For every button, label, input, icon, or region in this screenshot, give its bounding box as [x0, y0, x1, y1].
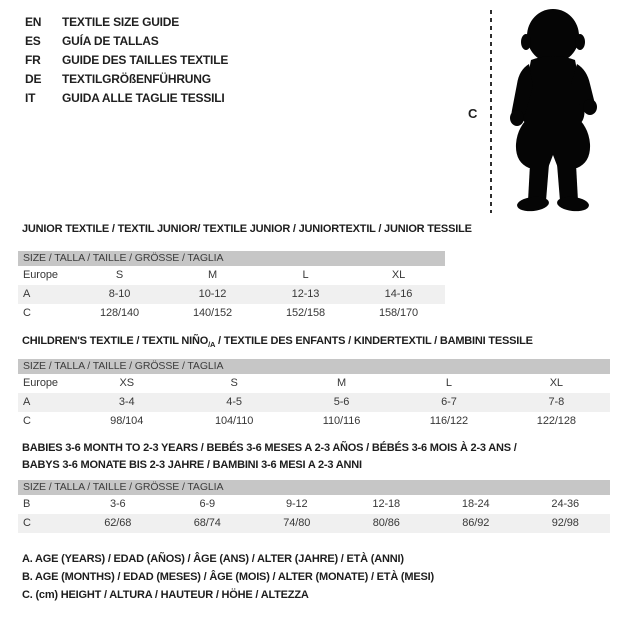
- cell: 24-36: [551, 498, 580, 510]
- lang-label: TEXTILE SIZE GUIDE: [62, 15, 180, 29]
- lang-label: GUIDE DES TAILLES TEXTILE: [62, 53, 229, 67]
- title-part: / TEXTILE DES ENFANTS / KINDERTEXTIL / BAMBINI TESSILE: [215, 335, 533, 347]
- cell: 18-24: [461, 498, 490, 510]
- row-label: C: [23, 307, 31, 319]
- size-header-bar: SIZE / TALLA / TAILLE / GRÖSSE / TAGLIA: [18, 251, 445, 266]
- lang-label: TEXTILGRÖßENFÜHRUNG: [62, 72, 211, 86]
- cell: 92/98: [551, 517, 579, 529]
- lang-code: DE: [25, 72, 42, 86]
- cell: 12-18: [372, 498, 401, 510]
- lang-row-de: [25, 70, 228, 89]
- table-row: [18, 304, 445, 323]
- cell: XL: [391, 269, 406, 281]
- legend-line-b: B. AGE (MONTHS) / EDAD (MESES) / ÂGE (MOIS) / ALTER (MONATE) / ETÀ (MESI): [22, 571, 434, 583]
- cell: 7-8: [548, 396, 565, 408]
- cell: 116/122: [429, 415, 469, 427]
- cell: 140/152: [192, 307, 233, 319]
- cell: XS: [119, 377, 134, 389]
- cell: S: [115, 269, 124, 281]
- table-row: [18, 285, 445, 304]
- baby-silhouette: [497, 8, 615, 214]
- cell: 3-6: [109, 498, 126, 510]
- table-row: [18, 393, 610, 412]
- lang-code: EN: [25, 15, 42, 29]
- junior-table-title: JUNIOR TEXTILE / TEXTIL JUNIOR/ TEXTILE JUNIOR / JUNIORTEXTIL / JUNIOR TESSILE: [22, 223, 472, 235]
- cell: M: [207, 269, 218, 281]
- cell: 122/128: [536, 415, 576, 427]
- cell: 86/92: [462, 517, 490, 529]
- height-measure-dashed-line: [490, 10, 492, 213]
- cell: M: [336, 377, 347, 389]
- babies-table: [18, 480, 610, 533]
- lang-row-fr: [25, 51, 228, 70]
- cell: 9-12: [285, 498, 308, 510]
- cell: 128/140: [99, 307, 140, 319]
- lang-row-en: [25, 13, 228, 32]
- table-row: [18, 412, 610, 431]
- cell: 158/170: [378, 307, 419, 319]
- babies-title-line1: BABIES 3-6 MONTH TO 2-3 YEARS / BEBÉS 3-6 MESES A 2-3 AÑOS / BÉBÉS 3-6 MOIS À 2-3 ANS /: [22, 442, 517, 454]
- cell: 80/86: [372, 517, 400, 529]
- table-row: [18, 374, 610, 393]
- children-table-title: [22, 335, 533, 349]
- cell: 4-5: [226, 396, 242, 408]
- language-list: [25, 13, 228, 108]
- row-label: Europe: [23, 377, 58, 389]
- row-label: B: [23, 498, 31, 510]
- row-label: A: [23, 396, 31, 408]
- measurement-legend: [22, 550, 434, 604]
- cell: 68/74: [193, 517, 221, 529]
- cell: L: [445, 377, 452, 389]
- cell: 14-16: [384, 288, 413, 300]
- lang-code: FR: [25, 53, 41, 67]
- title-subscript: /A: [208, 340, 216, 350]
- lang-code: ES: [25, 34, 41, 48]
- cell: 110/116: [322, 415, 361, 427]
- lang-row-es: [25, 32, 228, 51]
- legend-line-c: C. (cm) HEIGHT / ALTURA / HAUTEUR / HÖHE / ALTEZZA: [22, 589, 309, 601]
- cell: 152/158: [285, 307, 326, 319]
- height-measure-label: C: [468, 106, 478, 121]
- cell: 12-13: [291, 288, 320, 300]
- cell: 98/104: [110, 415, 144, 427]
- row-label: C: [23, 415, 31, 427]
- cell: 3-4: [118, 396, 135, 408]
- cell: L: [302, 269, 309, 281]
- row-label: Europe: [23, 269, 58, 281]
- junior-table: [18, 251, 445, 323]
- size-header-bar: SIZE / TALLA / TAILLE / GRÖSSE / TAGLIA: [18, 359, 610, 374]
- cell: 8-10: [108, 288, 131, 300]
- row-label: C: [23, 517, 31, 529]
- lang-label: GUIDA ALLE TAGLIE TESSILI: [62, 91, 225, 105]
- children-table: [18, 359, 610, 431]
- babies-table-title: [22, 440, 517, 474]
- table-row: [18, 514, 610, 533]
- table-row: [18, 495, 610, 514]
- lang-row-it: [25, 89, 228, 108]
- size-header-bar: SIZE / TALLA / TAILLE / GRÖSSE / TAGLIA: [18, 480, 610, 495]
- cell: S: [230, 377, 238, 389]
- cell: 6-9: [199, 498, 216, 510]
- legend-line-a: A. AGE (YEARS) / EDAD (AÑOS) / ÂGE (ANS) / ALTER (JAHRE) / ETÀ (ANNI): [22, 553, 404, 565]
- row-label: A: [23, 288, 31, 300]
- babies-title-line2: BABYS 3-6 MONATE BIS 2-3 JAHRE / BAMBINI 3-6 MESI A 2-3 ANNI: [22, 459, 362, 471]
- lang-label: GUÍA DE TALLAS: [62, 34, 159, 48]
- title-part: CHILDREN'S TEXTILE / TEXTIL NIÑO: [22, 335, 209, 347]
- cell: XL: [549, 377, 563, 389]
- lang-code: IT: [25, 91, 36, 105]
- table-row: [18, 266, 445, 285]
- cell: 5-6: [333, 396, 350, 408]
- cell: 6-7: [441, 396, 457, 408]
- cell: 104/110: [214, 415, 254, 427]
- cell: 62/68: [104, 517, 132, 529]
- cell: 74/80: [283, 517, 311, 529]
- cell: 10-12: [198, 288, 227, 300]
